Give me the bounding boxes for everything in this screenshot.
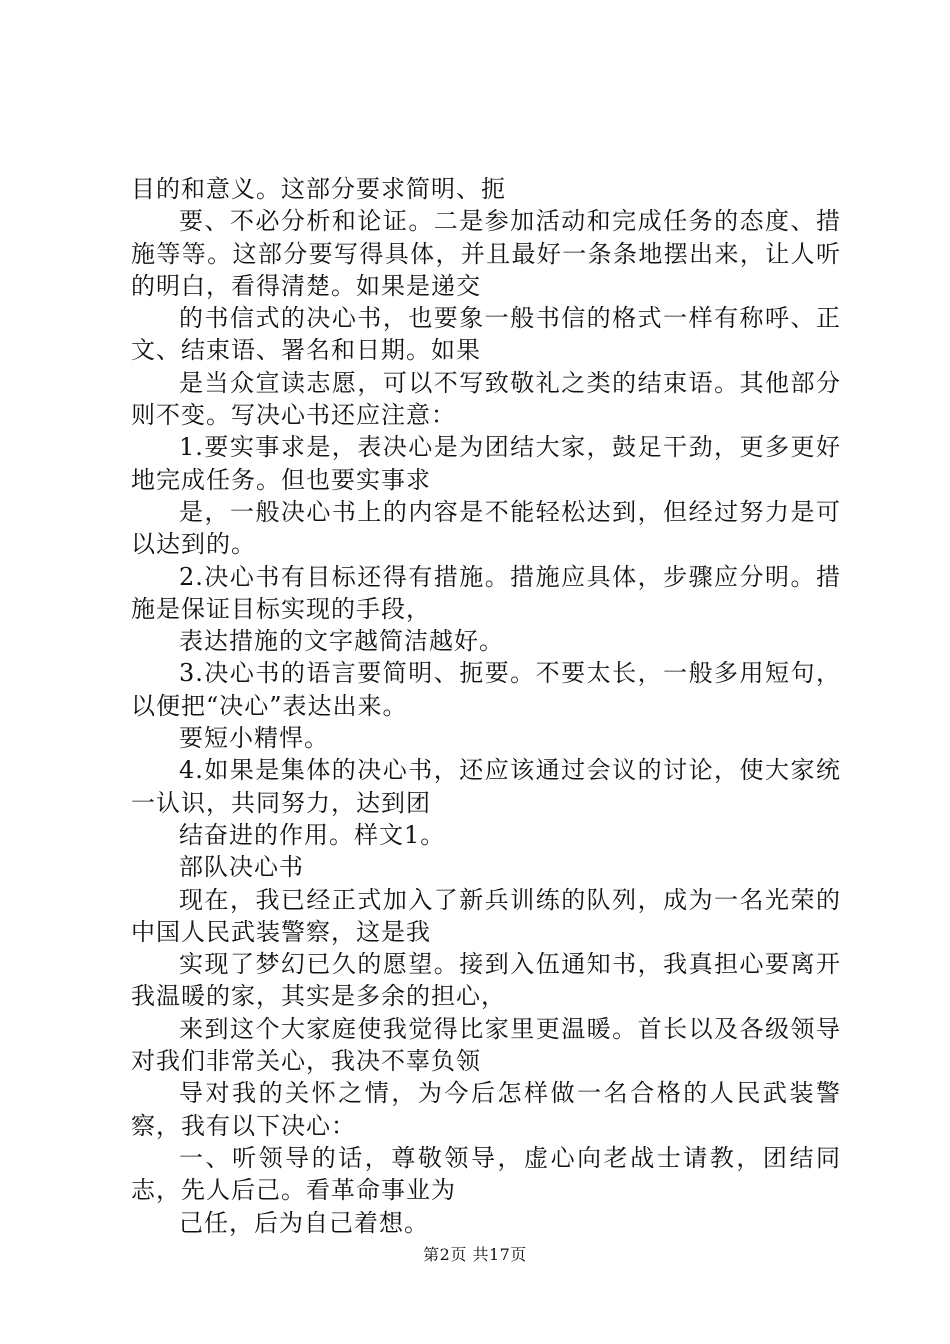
paragraph: 现在，我已经正式加入了新兵训练的队列，成为一名光荣的中国人民武装警察，这是我 [131, 885, 841, 946]
paragraph: 来到这个大家庭使我觉得比家里更温暖。首长以及各级领导对我们非常关心，我决不辜负领 [131, 1014, 841, 1076]
paragraph: 表达措施的文字越简洁越好。 [179, 627, 504, 656]
paragraph: 导对我的关怀之情，为今后怎样做一名合格的人民武装警察，我有以下决心： [131, 1079, 841, 1140]
paragraph: 2.决心书有目标还得有措施。措施应具体，步骤应分明。措施是保证目标实现的手段， [131, 562, 841, 623]
paragraph: 目的和意义。这部分要求简明、扼 [131, 175, 506, 203]
paragraph: 一、听领导的话，尊敬领导，虚心向老战士请教，团结同志，先人后己。看革命事业为 [131, 1143, 841, 1205]
paragraph: 的书信式的决心书，也要象一般书信的格式一样有称呼、正文、结束语、署名和日期。如果 [131, 304, 841, 365]
paragraph: 是，一般决心书上的内容是不能轻松达到，但经过努力是可以达到的。 [131, 497, 841, 559]
paragraph: 1.要实事求是，表决心是为团结大家，鼓足干劲，更多更好地完成任务。但也要实事求 [131, 433, 841, 494]
section-heading: 部队决心书 [179, 853, 304, 882]
paragraph: 结奋进的作用。样文1。 [179, 820, 446, 849]
document-body [131, 173, 841, 1239]
paragraph: 是当众宣读志愿，可以不写致敬礼之类的结束语。其他部分则不变。写决心书还应注意： [131, 368, 841, 430]
page-footer: 第2页 共17页 [423, 1245, 527, 1264]
paragraph: 要短小精悍。 [179, 724, 329, 753]
paragraph: 3.决心书的语言要简明、扼要。不要太长，一般多用短句，以便把“决心”表达出来。 [131, 659, 841, 720]
paragraph: 要、不必分析和论证。二是参加活动和完成任务的态度、措施等等。这部分要写得具体，并且最好一条条地摆出来，让人听的明白，看得清楚。如果是递交 [131, 207, 841, 300]
paragraph: 4.如果是集体的决心书，还应该通过会议的讨论，使大家统一认识，共同努力，达到团 [131, 756, 841, 817]
paragraph: 实现了梦幻已久的愿望。接到入伍通知书，我真担心要离开我温暖的家，其实是多余的担心， [131, 950, 841, 1011]
paragraph: 己任，后为自己着想。 [179, 1208, 429, 1237]
